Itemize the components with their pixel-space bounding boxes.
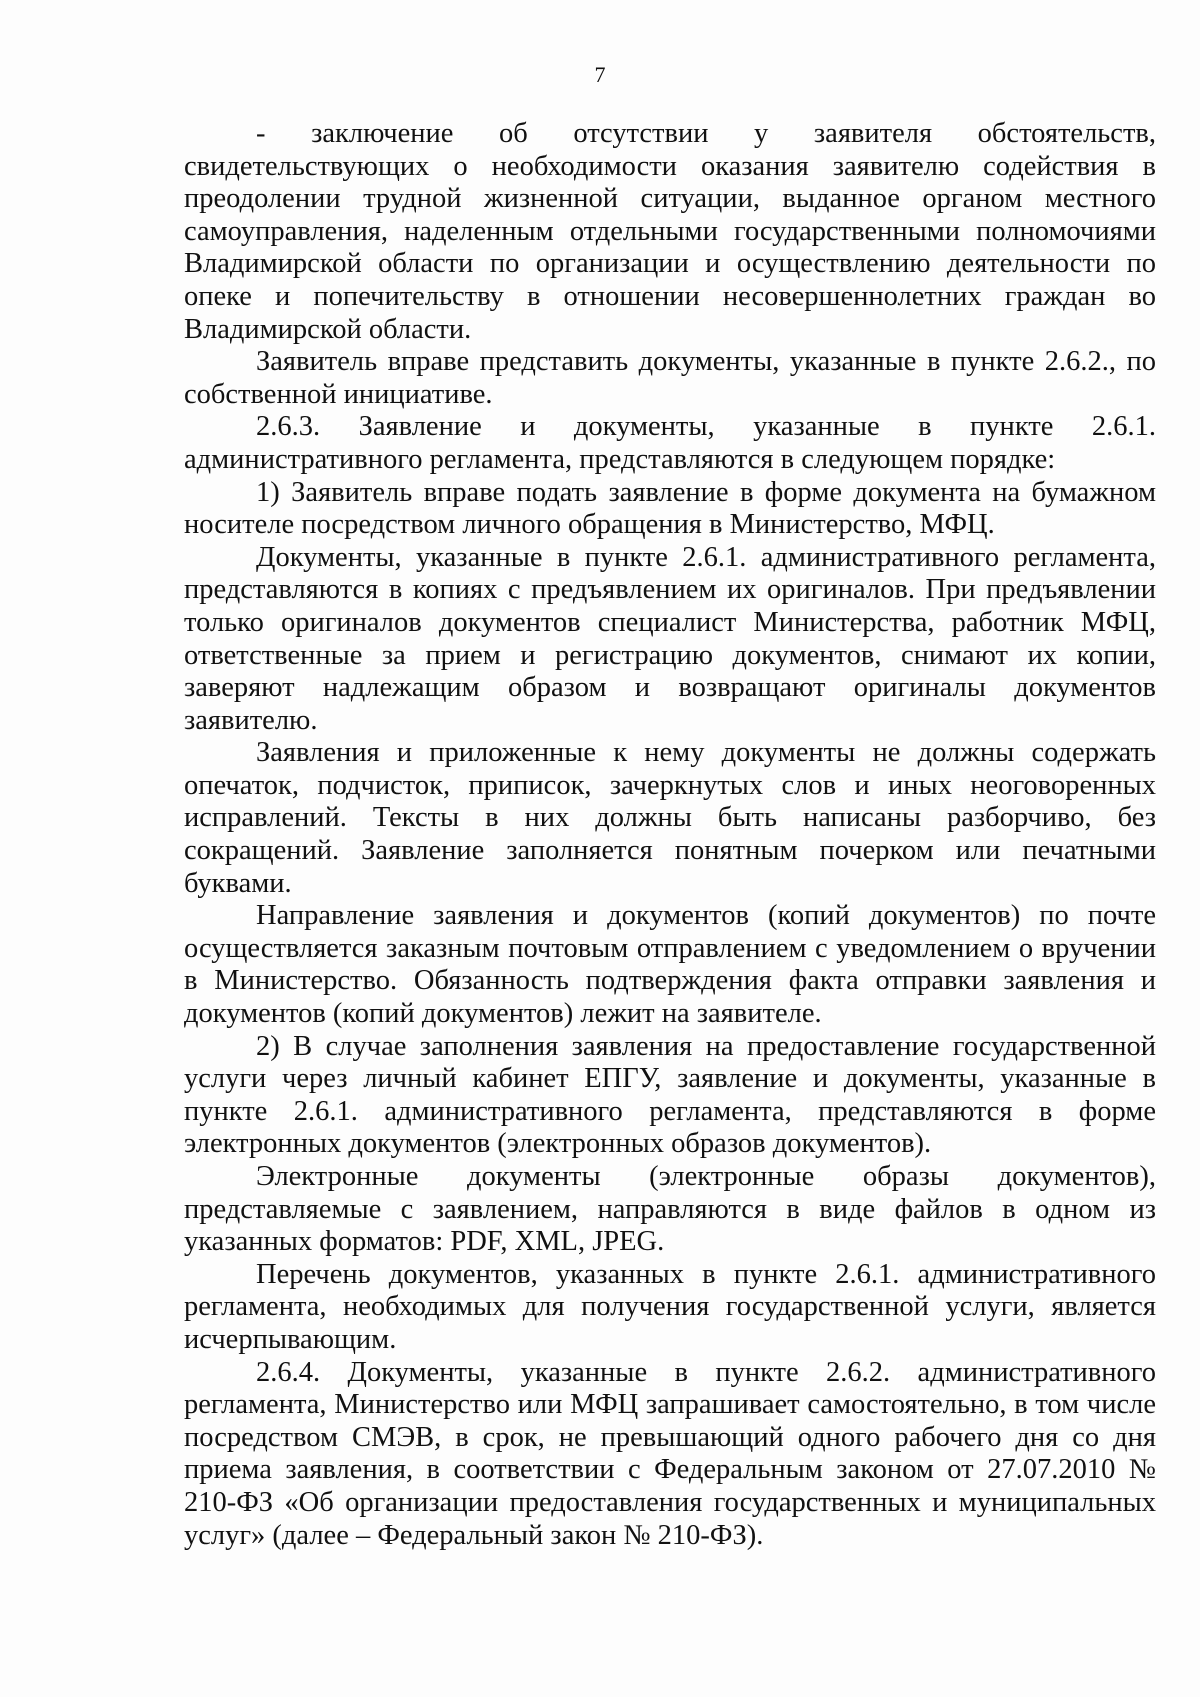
paragraph-own-initiative: Заявитель вправе представить документы, указанные в пункте 2.6.2., по собственной инициативе. <box>184 346 1156 410</box>
paragraph-2-6-4: 2.6.4. Документы, указанные в пункте 2.6.2. административного регламента, Министерство или МФЦ запрашивает самостоятельно, в том числе посредством СМЭВ, в срок, не превышающий одного рабочего дня со дня приема заявления, в соответствии с Федеральным законом от 27.07.2010 № 210-ФЗ «Об организации предоставления государственных и муниципальных услуг» (далее – Федеральный закон № 210-ФЗ). <box>184 1356 1156 1551</box>
page-number: 7 <box>594 62 606 87</box>
paragraph-conclusion-absence-circumstances: - заключение об отсутствии у заявителя обстоятельств, свидетельствующих о необходимости оказания заявителю содействия в преодолении трудной жизненной ситуации, выданное органом местного самоуправления, наделенным отдельными государственными полномочиями Владимирской области по организации и осуществлению деятельности по опеке и попечительству в отношении несовершеннолетних граждан во Владимирской области. <box>184 118 1156 345</box>
paragraph-postal-submission: Направление заявления и документов (копий документов) по почте осуществляется заказным почтовым отправлением с уведомлением о вручении в Министерство. Обязанность подтверждения факта отправки заявления и документов (копий документов) лежит на заявителе. <box>184 900 1156 1030</box>
paragraph-epgu-submission: 2) В случае заполнения заявления на предоставление государственной услуги через личный кабинет ЕПГУ, заявление и документы, указанные в пункте 2.6.1. административного регламента, представляются в форме электронных документов (электронных образов документов). <box>184 1030 1156 1160</box>
paragraph-no-corrections: Заявления и приложенные к нему документы не должны содержать опечаток, подчисток, приписок, зачеркнутых слов и иных неоговоренных исправлений. Тексты в них должны быть написаны разборчиво, без сокращений. Заявление заполняется понятным почерком или печатными буквами. <box>184 737 1156 899</box>
paragraph-exhaustive-list: Перечень документов, указанных в пункте 2.6.1. административного регламента, необходимых для получения государственной услуги, является исчерпывающим. <box>184 1258 1156 1355</box>
document-body <box>184 118 1156 1552</box>
paragraph-2-6-3: 2.6.3. Заявление и документы, указанные в пункте 2.6.1. административного регламента, представляются в следующем порядке: <box>184 411 1156 475</box>
paragraph-paper-submission: 1) Заявитель вправе подать заявление в форме документа на бумажном носителе посредством личного обращения в Министерство, МФЦ. <box>184 476 1156 541</box>
paragraph-electronic-formats: Электронные документы (электронные образы документов), представляемые с заявлением, направляются в виде файлов в одном из указанных форматов: PDF, XML, JPEG. <box>184 1161 1156 1258</box>
paragraph-copies-originals: Документы, указанные в пункте 2.6.1. административного регламента, представляются в копиях с предъявлением их оригиналов. При предъявлении только оригиналов документов специалист Министерства, работник МФЦ, ответственные за прием и регистрацию документов, снимают их копии, заверяют надлежащим образом и возвращают оригиналы документов заявителю. <box>184 541 1156 736</box>
